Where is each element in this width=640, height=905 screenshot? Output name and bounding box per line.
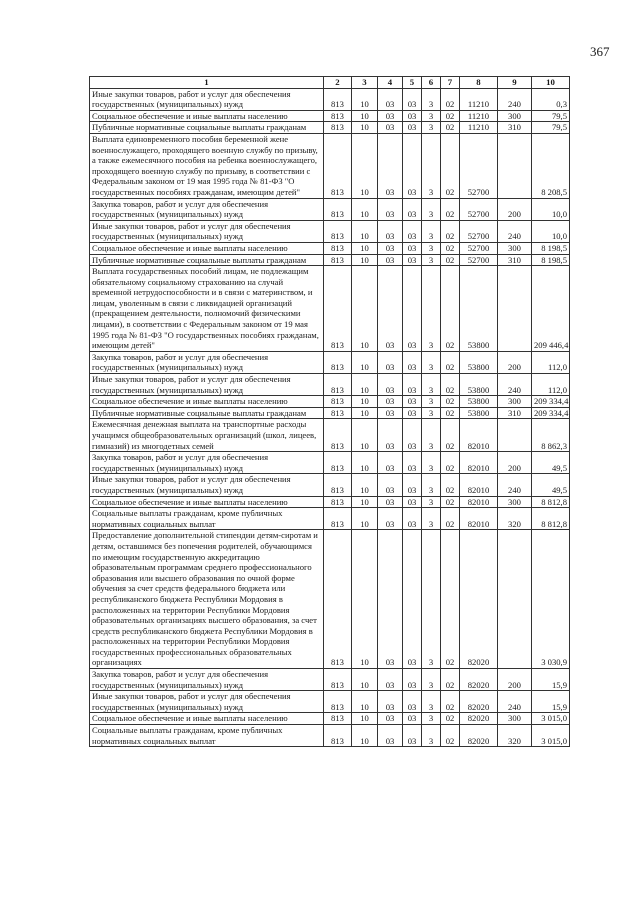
col-subprogram-cell: 3	[422, 474, 441, 496]
col-program-cell: 03	[403, 351, 422, 373]
col-program-cell: 03	[403, 496, 422, 508]
row-name-cell: Публичные нормативные социальные выплаты гражданам	[90, 122, 324, 134]
row-name-cell: Социальные выплаты гражданам, кроме публичных нормативных социальных выплат	[90, 725, 324, 747]
col-section-cell: 10	[352, 452, 378, 474]
col-main-measure-cell: 02	[441, 474, 460, 496]
table-row	[90, 133, 570, 198]
col-subsection-cell: 03	[378, 530, 403, 669]
col-program-cell: 03	[403, 110, 422, 122]
table-row	[90, 110, 570, 122]
table-row	[90, 713, 570, 725]
col-program-cell: 03	[403, 407, 422, 419]
col-main-measure-cell: 02	[441, 691, 460, 713]
col-target-code-cell: 53800	[460, 374, 498, 396]
col-program-cell: 03	[403, 220, 422, 242]
col-subsection-cell: 03	[378, 407, 403, 419]
col-subsection-cell: 03	[378, 351, 403, 373]
col-subsection-cell: 03	[378, 122, 403, 134]
header-cell: 7	[441, 77, 460, 89]
col-expense-type-cell: 200	[498, 351, 532, 373]
col-target-code-cell: 52700	[460, 242, 498, 254]
col-ministry-cell: 813	[324, 122, 352, 134]
col-expense-type-cell: 300	[498, 713, 532, 725]
col-section-cell: 10	[352, 474, 378, 496]
col-section-cell: 10	[352, 242, 378, 254]
col-expense-type-cell: 240	[498, 374, 532, 396]
row-name-cell: Предоставление дополнительной стипендии детям-сиротам и детям, оставшимся без попечения родителей, обучающимся по имеющим государственную аккредитацию образовательным программам среднего профессионального образования или высшего образования по очной форме обучения за счет средств федерального бюджета или республиканского бюджета Республики Мордовия в расположенных на территории Республики Мордовия образовательных организациях высшего образования, за счет средств республиканского бюджета Республики Мордовия в расположенных на территории Республики Мордовия государственных профессиональных образовательных организациях	[90, 530, 324, 669]
row-name-cell: Иные закупки товаров, работ и услуг для обеспечения государственных (муниципальных) нужд	[90, 691, 324, 713]
col-amount-cell: 8 198,5	[532, 254, 570, 266]
table-row	[90, 374, 570, 396]
row-name-cell: Иные закупки товаров, работ и услуг для обеспечения государственных (муниципальных) нужд	[90, 474, 324, 496]
header-cell: 2	[324, 77, 352, 89]
col-expense-type-cell: 200	[498, 198, 532, 220]
col-subprogram-cell: 3	[422, 122, 441, 134]
table-row	[90, 419, 570, 452]
col-expense-type-cell: 310	[498, 254, 532, 266]
col-subsection-cell: 03	[378, 419, 403, 452]
col-ministry-cell: 813	[324, 669, 352, 691]
col-subprogram-cell: 3	[422, 508, 441, 530]
col-subprogram-cell: 3	[422, 713, 441, 725]
col-target-code-cell: 82020	[460, 530, 498, 669]
col-subprogram-cell: 3	[422, 254, 441, 266]
table-row	[90, 725, 570, 747]
col-subprogram-cell: 3	[422, 396, 441, 408]
col-amount-cell: 8 812,8	[532, 508, 570, 530]
col-subsection-cell: 03	[378, 669, 403, 691]
col-target-code-cell: 11210	[460, 122, 498, 134]
col-main-measure-cell: 02	[441, 220, 460, 242]
col-section-cell: 10	[352, 396, 378, 408]
row-name-cell: Выплата государственных пособий лицам, не подлежащим обязательному социальному страхованию на случай временной нетрудоспособности и в связи с материнством, и лицам, уволенным в связи с ликвидацией организаций (прекращением деятельности, полномочий физическими лицами), в соответствии с Федеральным законом от 19 мая 1995 года № 81-ФЗ "О государственных пособиях гражданам, имеющим детей"	[90, 266, 324, 352]
col-program-cell: 03	[403, 88, 422, 110]
col-target-code-cell: 53800	[460, 396, 498, 408]
col-subsection-cell: 03	[378, 725, 403, 747]
col-amount-cell: 79,5	[532, 110, 570, 122]
table-row	[90, 351, 570, 373]
col-section-cell: 10	[352, 725, 378, 747]
header-cell: 6	[422, 77, 441, 89]
col-subsection-cell: 03	[378, 713, 403, 725]
col-subprogram-cell: 3	[422, 266, 441, 352]
col-main-measure-cell: 02	[441, 374, 460, 396]
col-subprogram-cell: 3	[422, 725, 441, 747]
col-main-measure-cell: 02	[441, 133, 460, 198]
col-subprogram-cell: 3	[422, 407, 441, 419]
row-name-cell: Публичные нормативные социальные выплаты гражданам	[90, 254, 324, 266]
col-ministry-cell: 813	[324, 110, 352, 122]
col-target-code-cell: 52700	[460, 133, 498, 198]
col-section-cell: 10	[352, 133, 378, 198]
col-ministry-cell: 813	[324, 407, 352, 419]
col-subsection-cell: 03	[378, 691, 403, 713]
col-subsection-cell: 03	[378, 374, 403, 396]
col-amount-cell: 79,5	[532, 122, 570, 134]
col-program-cell: 03	[403, 266, 422, 352]
col-program-cell: 03	[403, 474, 422, 496]
col-target-code-cell: 53800	[460, 266, 498, 352]
col-amount-cell: 15,9	[532, 691, 570, 713]
col-expense-type-cell	[498, 419, 532, 452]
col-subsection-cell: 03	[378, 474, 403, 496]
table-row	[90, 691, 570, 713]
row-name-cell: Закупка товаров, работ и услуг для обеспечения государственных (муниципальных) нужд	[90, 452, 324, 474]
col-section-cell: 10	[352, 266, 378, 352]
col-main-measure-cell: 02	[441, 508, 460, 530]
row-name-cell: Социальное обеспечение и иные выплаты населению	[90, 713, 324, 725]
col-amount-cell: 209 334,4	[532, 396, 570, 408]
col-main-measure-cell: 02	[441, 407, 460, 419]
col-subprogram-cell: 3	[422, 691, 441, 713]
col-subprogram-cell: 3	[422, 530, 441, 669]
row-name-cell: Выплата единовременного пособия беременной жене военнослужащего, проходящего военную службу по призыву, а также ежемесячного пособия на ребенка военнослужащего, проходящего военную службу по призыву, в соответствии с Федеральным законом от 19 мая 1995 года № 81-ФЗ "О государственных пособиях гражданам, имеющим детей"	[90, 133, 324, 198]
col-subprogram-cell: 3	[422, 198, 441, 220]
col-expense-type-cell: 300	[498, 396, 532, 408]
col-ministry-cell: 813	[324, 725, 352, 747]
col-section-cell: 10	[352, 374, 378, 396]
col-ministry-cell: 813	[324, 374, 352, 396]
col-ministry-cell: 813	[324, 198, 352, 220]
row-name-cell: Закупка товаров, работ и услуг для обеспечения государственных (муниципальных) нужд	[90, 669, 324, 691]
col-expense-type-cell: 310	[498, 407, 532, 419]
col-subprogram-cell: 3	[422, 452, 441, 474]
header-cell: 3	[352, 77, 378, 89]
col-subprogram-cell: 3	[422, 242, 441, 254]
col-ministry-cell: 813	[324, 242, 352, 254]
col-section-cell: 10	[352, 508, 378, 530]
table-row	[90, 496, 570, 508]
page-number: 367	[590, 44, 610, 59]
col-subsection-cell: 03	[378, 133, 403, 198]
col-main-measure-cell: 02	[441, 452, 460, 474]
header-cell: 4	[378, 77, 403, 89]
table-row	[90, 88, 570, 110]
col-target-code-cell: 82020	[460, 713, 498, 725]
table-row	[90, 474, 570, 496]
table-row	[90, 198, 570, 220]
col-subsection-cell: 03	[378, 396, 403, 408]
header-cell: 10	[532, 77, 570, 89]
col-amount-cell: 49,5	[532, 474, 570, 496]
col-section-cell: 10	[352, 530, 378, 669]
col-target-code-cell: 11210	[460, 88, 498, 110]
col-main-measure-cell: 02	[441, 496, 460, 508]
col-subsection-cell: 03	[378, 88, 403, 110]
col-subprogram-cell: 3	[422, 496, 441, 508]
col-expense-type-cell: 200	[498, 669, 532, 691]
col-subprogram-cell: 3	[422, 220, 441, 242]
row-name-cell: Закупка товаров, работ и услуг для обеспечения государственных (муниципальных) нужд	[90, 198, 324, 220]
col-expense-type-cell: 300	[498, 242, 532, 254]
col-program-cell: 03	[403, 713, 422, 725]
col-amount-cell: 8 862,3	[532, 419, 570, 452]
col-main-measure-cell: 02	[441, 266, 460, 352]
col-main-measure-cell: 02	[441, 198, 460, 220]
table-body	[90, 88, 570, 747]
col-expense-type-cell: 310	[498, 122, 532, 134]
table-row	[90, 266, 570, 352]
col-program-cell: 03	[403, 452, 422, 474]
table-row	[90, 242, 570, 254]
row-name-cell: Социальные выплаты гражданам, кроме публичных нормативных социальных выплат	[90, 508, 324, 530]
col-target-code-cell: 52700	[460, 220, 498, 242]
col-main-measure-cell: 02	[441, 669, 460, 691]
col-expense-type-cell: 300	[498, 496, 532, 508]
col-target-code-cell: 52700	[460, 198, 498, 220]
col-expense-type-cell: 240	[498, 88, 532, 110]
col-target-code-cell: 53800	[460, 407, 498, 419]
col-target-code-cell: 82010	[460, 419, 498, 452]
col-ministry-cell: 813	[324, 351, 352, 373]
table-row	[90, 530, 570, 669]
col-main-measure-cell: 02	[441, 530, 460, 669]
header-cell: 9	[498, 77, 532, 89]
col-section-cell: 10	[352, 88, 378, 110]
col-program-cell: 03	[403, 254, 422, 266]
col-program-cell: 03	[403, 419, 422, 452]
col-section-cell: 10	[352, 407, 378, 419]
table-row	[90, 452, 570, 474]
col-subprogram-cell: 3	[422, 351, 441, 373]
col-ministry-cell: 813	[324, 254, 352, 266]
col-expense-type-cell: 200	[498, 452, 532, 474]
col-target-code-cell: 11210	[460, 110, 498, 122]
col-ministry-cell: 813	[324, 691, 352, 713]
col-expense-type-cell: 320	[498, 508, 532, 530]
col-expense-type-cell	[498, 530, 532, 669]
col-subsection-cell: 03	[378, 496, 403, 508]
row-name-cell: Закупка товаров, работ и услуг для обеспечения государственных (муниципальных) нужд	[90, 351, 324, 373]
col-subsection-cell: 03	[378, 508, 403, 530]
col-target-code-cell: 82020	[460, 691, 498, 713]
col-target-code-cell: 82020	[460, 669, 498, 691]
header-cell: 5	[403, 77, 422, 89]
col-subsection-cell: 03	[378, 110, 403, 122]
col-main-measure-cell: 02	[441, 110, 460, 122]
col-section-cell: 10	[352, 669, 378, 691]
col-target-code-cell: 82010	[460, 452, 498, 474]
col-ministry-cell: 813	[324, 452, 352, 474]
row-name-cell: Ежемесячная денежная выплата на транспортные расходы учащимся общеобразовательных организаций (школ, лицеев, гимназий) из многодетных семей	[90, 419, 324, 452]
col-program-cell: 03	[403, 242, 422, 254]
col-program-cell: 03	[403, 530, 422, 669]
col-subprogram-cell: 3	[422, 669, 441, 691]
col-section-cell: 10	[352, 122, 378, 134]
col-expense-type-cell: 240	[498, 474, 532, 496]
row-name-cell: Социальное обеспечение и иные выплаты населению	[90, 242, 324, 254]
col-main-measure-cell: 02	[441, 254, 460, 266]
col-subsection-cell: 03	[378, 198, 403, 220]
col-main-measure-cell: 02	[441, 419, 460, 452]
col-program-cell: 03	[403, 508, 422, 530]
col-program-cell: 03	[403, 396, 422, 408]
table-header-row	[90, 77, 570, 89]
col-section-cell: 10	[352, 496, 378, 508]
col-target-code-cell: 82010	[460, 496, 498, 508]
col-amount-cell: 3 015,0	[532, 725, 570, 747]
col-section-cell: 10	[352, 220, 378, 242]
col-subsection-cell: 03	[378, 242, 403, 254]
col-section-cell: 10	[352, 691, 378, 713]
col-amount-cell: 8 208,5	[532, 133, 570, 198]
row-name-cell: Иные закупки товаров, работ и услуг для обеспечения государственных (муниципальных) нужд	[90, 220, 324, 242]
col-program-cell: 03	[403, 374, 422, 396]
col-target-code-cell: 82010	[460, 474, 498, 496]
col-amount-cell: 15,9	[532, 669, 570, 691]
col-main-measure-cell: 02	[441, 396, 460, 408]
row-name-cell: Иные закупки товаров, работ и услуг для обеспечения государственных (муниципальных) нужд	[90, 88, 324, 110]
col-amount-cell: 3 030,9	[532, 530, 570, 669]
col-main-measure-cell: 02	[441, 351, 460, 373]
col-subprogram-cell: 3	[422, 374, 441, 396]
col-main-measure-cell: 02	[441, 122, 460, 134]
col-subsection-cell: 03	[378, 266, 403, 352]
col-amount-cell: 8 812,8	[532, 496, 570, 508]
row-name-cell: Социальное обеспечение и иные выплаты населению	[90, 396, 324, 408]
col-subprogram-cell: 3	[422, 88, 441, 110]
col-amount-cell: 112,0	[532, 351, 570, 373]
col-ministry-cell: 813	[324, 474, 352, 496]
col-target-code-cell: 52700	[460, 254, 498, 266]
col-expense-type-cell: 320	[498, 725, 532, 747]
table-row	[90, 254, 570, 266]
table-row	[90, 122, 570, 134]
col-ministry-cell: 813	[324, 220, 352, 242]
col-program-cell: 03	[403, 122, 422, 134]
col-ministry-cell: 813	[324, 396, 352, 408]
col-program-cell: 03	[403, 198, 422, 220]
col-main-measure-cell: 02	[441, 725, 460, 747]
col-amount-cell: 209 446,4	[532, 266, 570, 352]
col-ministry-cell: 813	[324, 133, 352, 198]
row-name-cell: Социальное обеспечение и иные выплаты населению	[90, 110, 324, 122]
col-amount-cell: 8 198,5	[532, 242, 570, 254]
header-cell: 1	[90, 77, 324, 89]
col-amount-cell: 49,5	[532, 452, 570, 474]
col-expense-type-cell	[498, 266, 532, 352]
col-section-cell: 10	[352, 713, 378, 725]
col-expense-type-cell: 240	[498, 220, 532, 242]
col-ministry-cell: 813	[324, 266, 352, 352]
col-ministry-cell: 813	[324, 713, 352, 725]
table-row	[90, 669, 570, 691]
table-row	[90, 220, 570, 242]
col-section-cell: 10	[352, 419, 378, 452]
col-ministry-cell: 813	[324, 88, 352, 110]
col-main-measure-cell: 02	[441, 713, 460, 725]
col-subsection-cell: 03	[378, 220, 403, 242]
col-ministry-cell: 813	[324, 508, 352, 530]
col-amount-cell: 3 015,0	[532, 713, 570, 725]
col-main-measure-cell: 02	[441, 88, 460, 110]
col-program-cell: 03	[403, 133, 422, 198]
col-program-cell: 03	[403, 669, 422, 691]
col-amount-cell: 10,0	[532, 198, 570, 220]
col-subprogram-cell: 3	[422, 110, 441, 122]
row-name-cell: Иные закупки товаров, работ и услуг для обеспечения государственных (муниципальных) нужд	[90, 374, 324, 396]
col-amount-cell: 0,3	[532, 88, 570, 110]
col-section-cell: 10	[352, 351, 378, 373]
col-expense-type-cell: 240	[498, 691, 532, 713]
col-amount-cell: 10,0	[532, 220, 570, 242]
col-program-cell: 03	[403, 725, 422, 747]
header-cell: 8	[460, 77, 498, 89]
table-row	[90, 407, 570, 419]
table-row	[90, 508, 570, 530]
col-amount-cell: 112,0	[532, 374, 570, 396]
col-ministry-cell: 813	[324, 419, 352, 452]
col-target-code-cell: 82020	[460, 725, 498, 747]
col-subprogram-cell: 3	[422, 419, 441, 452]
table-row	[90, 396, 570, 408]
col-expense-type-cell: 300	[498, 110, 532, 122]
col-target-code-cell: 82010	[460, 508, 498, 530]
col-main-measure-cell: 02	[441, 242, 460, 254]
col-subprogram-cell: 3	[422, 133, 441, 198]
col-subsection-cell: 03	[378, 452, 403, 474]
row-name-cell: Социальное обеспечение и иные выплаты населению	[90, 496, 324, 508]
col-expense-type-cell	[498, 133, 532, 198]
col-section-cell: 10	[352, 254, 378, 266]
col-ministry-cell: 813	[324, 530, 352, 669]
col-program-cell: 03	[403, 691, 422, 713]
budget-table	[89, 76, 570, 747]
col-ministry-cell: 813	[324, 496, 352, 508]
row-name-cell: Публичные нормативные социальные выплаты гражданам	[90, 407, 324, 419]
col-amount-cell: 209 334,4	[532, 407, 570, 419]
col-section-cell: 10	[352, 110, 378, 122]
col-subsection-cell: 03	[378, 254, 403, 266]
col-section-cell: 10	[352, 198, 378, 220]
col-target-code-cell: 53800	[460, 351, 498, 373]
